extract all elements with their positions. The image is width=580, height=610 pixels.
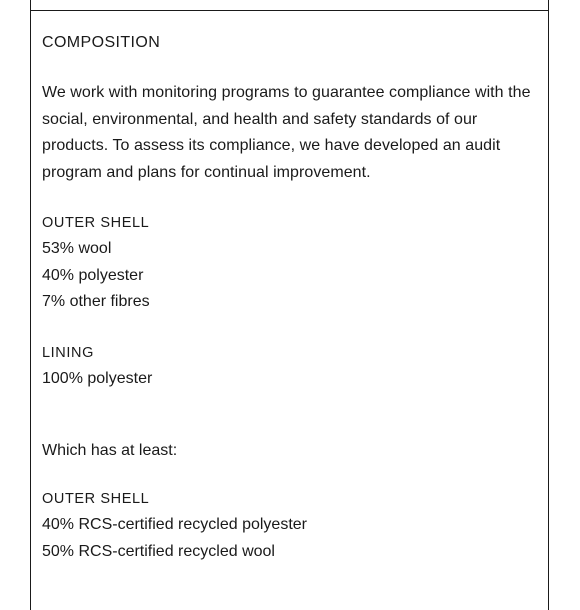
composition-title: COMPOSITION [42, 34, 161, 51]
outer-shell-item: 7% other fibres [42, 293, 150, 310]
composition-description: We work with monitoring programs to guarantee compliance with the social, environmental, and health and safety standards of our products. To assess its compliance, we have developed an audit program and plans for continual improvement. [42, 84, 531, 181]
outer-shell-section [42, 210, 537, 316]
certified-outer-shell-section [42, 486, 537, 565]
composition-content [42, 32, 537, 565]
certified-outer-shell-label: OUTER SHELL [42, 491, 150, 507]
lining-label: LINING [42, 344, 94, 361]
certified-outer-shell-item: 40% RCS-certified recycled polyester [42, 516, 307, 533]
which-has-at-least-text: Which has at least: [42, 442, 178, 459]
certified-outer-shell-item: 50% RCS-certified recycled wool [42, 542, 275, 560]
outer-shell-label: OUTER SHELL [42, 215, 150, 231]
outer-shell-item: 40% polyester [42, 266, 144, 284]
composition-panel [30, 10, 549, 610]
outer-shell-item: 53% wool [42, 240, 112, 257]
lining-section [42, 340, 537, 393]
lining-item: 100% polyester [42, 369, 153, 387]
panel-top-border [30, 0, 549, 10]
